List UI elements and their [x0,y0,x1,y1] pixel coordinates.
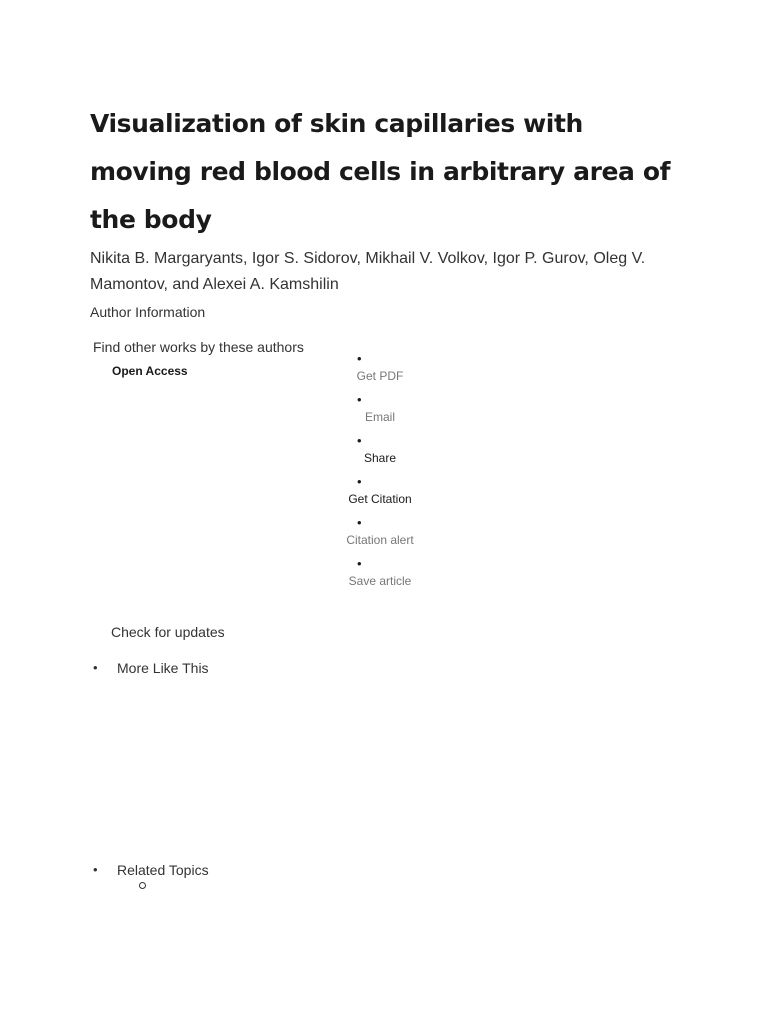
get-citation-link[interactable]: Get Citation [348,492,412,506]
citation-alert-link[interactable]: Citation alert [346,533,414,547]
author-list[interactable]: Nikita B. Margaryants, Igor S. Sidorov, Mikhail V. Volkov, Igor P. Gurov, Oleg V. Mamontov, and Alexei A. Kamshilin [90,250,646,293]
action-item-get-pdf[interactable] [320,352,440,393]
bullet-icon: • [357,433,362,448]
author-information-link[interactable]: Author Information [90,304,206,320]
more-like-this-heading[interactable]: More Like This [117,660,209,676]
bullet-icon: • [357,351,362,366]
bullet-icon: • [93,862,98,877]
circle-bullet-icon [139,882,146,889]
side-sections-list [90,660,490,898]
action-item-citation-alert[interactable] [320,516,440,557]
action-item-save-article[interactable] [320,557,440,598]
article-page [90,100,690,878]
share-link[interactable]: Share [363,451,397,465]
article-title: Visualization of skin capillaries with moving red blood cells in arbitrary area of the body [90,109,671,234]
bullet-icon: • [357,515,362,530]
email-link[interactable]: Email [364,410,395,424]
find-other-works-link[interactable]: Find other works by these authors [93,339,304,355]
action-item-share[interactable] [320,434,440,475]
bullet-icon: • [357,556,362,571]
article-actions-list [320,352,440,598]
bullet-icon: • [357,474,362,489]
check-for-updates-button[interactable]: Check for updates [111,624,225,640]
open-access-badge: Open Access [112,364,188,378]
bullet-icon: • [93,660,98,675]
action-item-email[interactable] [320,393,440,434]
get-pdf-link[interactable]: Get PDF [356,369,404,383]
related-topics-section [90,862,490,898]
save-article-link[interactable]: Save article [348,574,412,588]
more-like-this-section [90,660,490,862]
action-item-get-citation[interactable] [320,475,440,516]
related-topics-heading[interactable]: Related Topics [117,862,209,878]
bullet-icon: • [357,392,362,407]
related-topics-list [117,878,490,898]
